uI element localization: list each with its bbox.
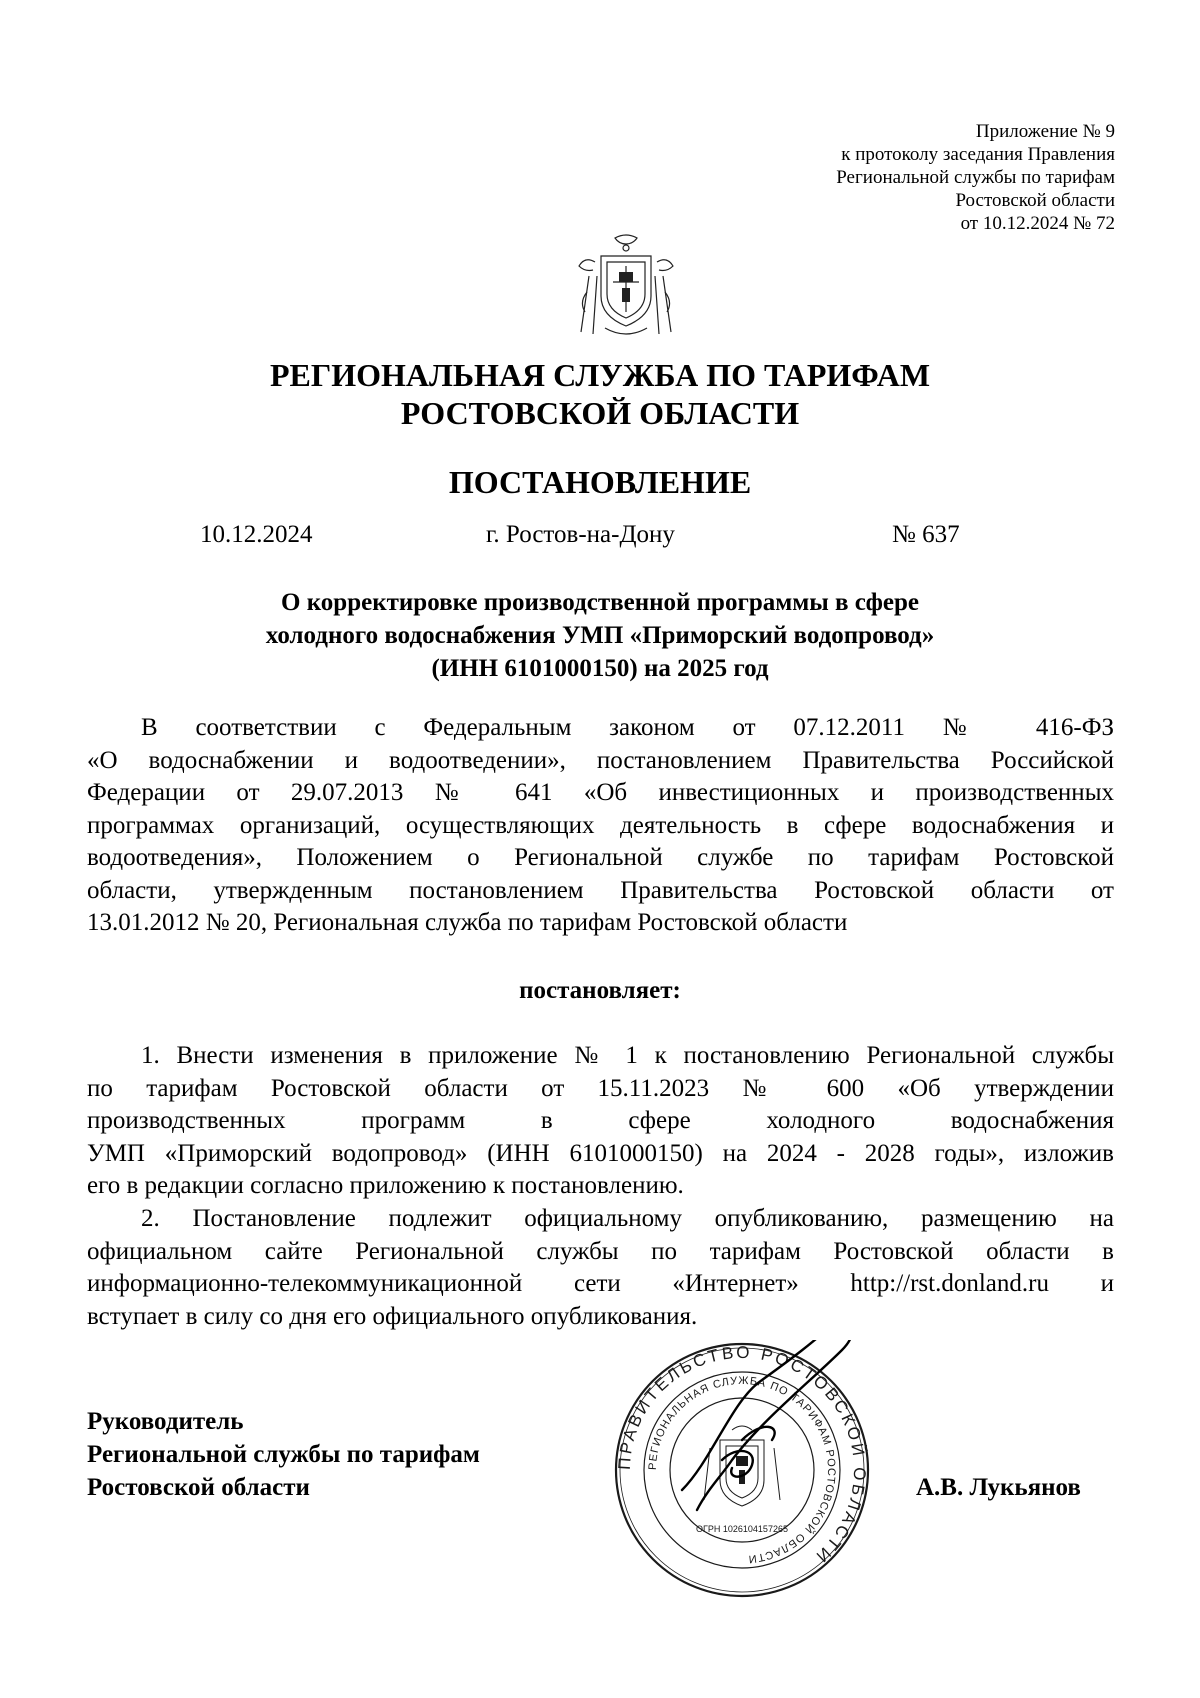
- agency-line: РЕГИОНАЛЬНАЯ СЛУЖБА ПО ТАРИФАМ: [269, 357, 931, 393]
- appendix-line: Приложение № 9: [975, 121, 1115, 142]
- item-line: 2. Постановление подлежит официальному опубликованию, размещению на: [141, 1205, 1114, 1232]
- preamble-paragraph: [87, 712, 1114, 940]
- item-line: вступает в силу со дня его официального опубликования.: [87, 1302, 698, 1330]
- document-date: 10.12.2024: [200, 521, 313, 548]
- signer-name: А.В. Лукьянов: [916, 1474, 1081, 1501]
- item-line: официальном сайте Региональной службы по тарифам Ростовской области в: [87, 1237, 1114, 1265]
- document-subject: [0, 586, 1200, 685]
- stamp-inner-text: РЕГИОНАЛЬНАЯ СЛУЖБА ПО ТАРИФАМ РОСТОВСКОЙ ОБЛАСТИ: [646, 1374, 838, 1565]
- item-line: его в редакции согласно приложению к постановлению.: [87, 1172, 684, 1199]
- item-line: УМП «Приморский водопровод» (ИНН 6101000150) на 2024 - 2028 годы», изложив: [87, 1139, 1114, 1167]
- agency-line: РОСТОВСКОЙ ОБЛАСТИ: [400, 395, 800, 431]
- item-line: 1. Внести изменения в приложение № 1 к постановлению Региональной службы: [141, 1042, 1114, 1069]
- signer-title-line: Руководитель: [87, 1408, 244, 1435]
- item-line: производственных программ в сфере холодного водоснабжения: [87, 1107, 1114, 1134]
- document-city: г. Ростов-на-Дону: [486, 521, 675, 548]
- item-2-paragraph: [87, 1203, 1114, 1333]
- signer-title-line: Региональной службы по тарифам: [87, 1441, 480, 1468]
- subject-line: (ИНН 6101000150) на 2025 год: [431, 655, 769, 682]
- preamble-line: «О водоснабжении и водоотведении», постановлением Правительства Российской: [87, 746, 1114, 774]
- appendix-line: к протоколу заседания Правления: [841, 144, 1115, 165]
- agency-name: [0, 356, 1200, 432]
- item-1-paragraph: [87, 1040, 1114, 1203]
- preamble-line: области, утвержденным постановлением Правительства Ростовской области от: [87, 876, 1114, 904]
- item-line: по тарифам Ростовской области от 15.11.2023 № 600 «Об утверждении: [87, 1074, 1114, 1102]
- item-line: информационно-телекоммуникационной сети «Интернет» http://rst.donland.ru и: [87, 1270, 1114, 1297]
- document-type: ПОСТАНОВЛЕНИЕ: [448, 464, 752, 500]
- preamble-line: В соответствии с Федеральным законом от 07.12.2011 № 416-ФЗ: [141, 714, 1114, 741]
- appendix-line: от 10.12.2024 № 72: [960, 213, 1115, 234]
- subject-line: О корректировке производственной программы в сфере: [281, 589, 919, 616]
- appendix-line: Ростовской области: [955, 190, 1115, 211]
- preamble-line: программах организаций, осуществляющих деятельность в сфере водоснабжения и: [87, 811, 1114, 839]
- signer-title-line: Ростовской области: [87, 1474, 310, 1501]
- decrees-heading: постановляет:: [519, 977, 681, 1004]
- document-number: № 637: [892, 521, 960, 548]
- subject-line: холодного водоснабжения УМП «Приморский водопровод»: [265, 622, 935, 649]
- signer-title: [87, 1405, 480, 1504]
- appendix-line: Региональной службы по тарифам: [836, 167, 1115, 188]
- preamble-line: Федерации от 29.07.2013 № 641 «Об инвестиционных и производственных: [87, 779, 1114, 806]
- preamble-line: водоотведения», Положением о Региональной службе по тарифам Ростовской: [87, 844, 1114, 871]
- appendix-note: [695, 120, 1115, 235]
- preamble-line: 13.01.2012 № 20, Региональная служба по тарифам Ростовской области: [87, 909, 848, 936]
- stamp-ogrn: ОГРН 1026104157265: [696, 1524, 788, 1534]
- stamp-outer-text: ПРАВИТЕЛЬСТВО РОСТОВСКОЙ ОБЛАСТИ: [614, 1342, 870, 1568]
- official-stamp: [612, 1340, 872, 1600]
- coat-of-arms-icon: [575, 232, 677, 340]
